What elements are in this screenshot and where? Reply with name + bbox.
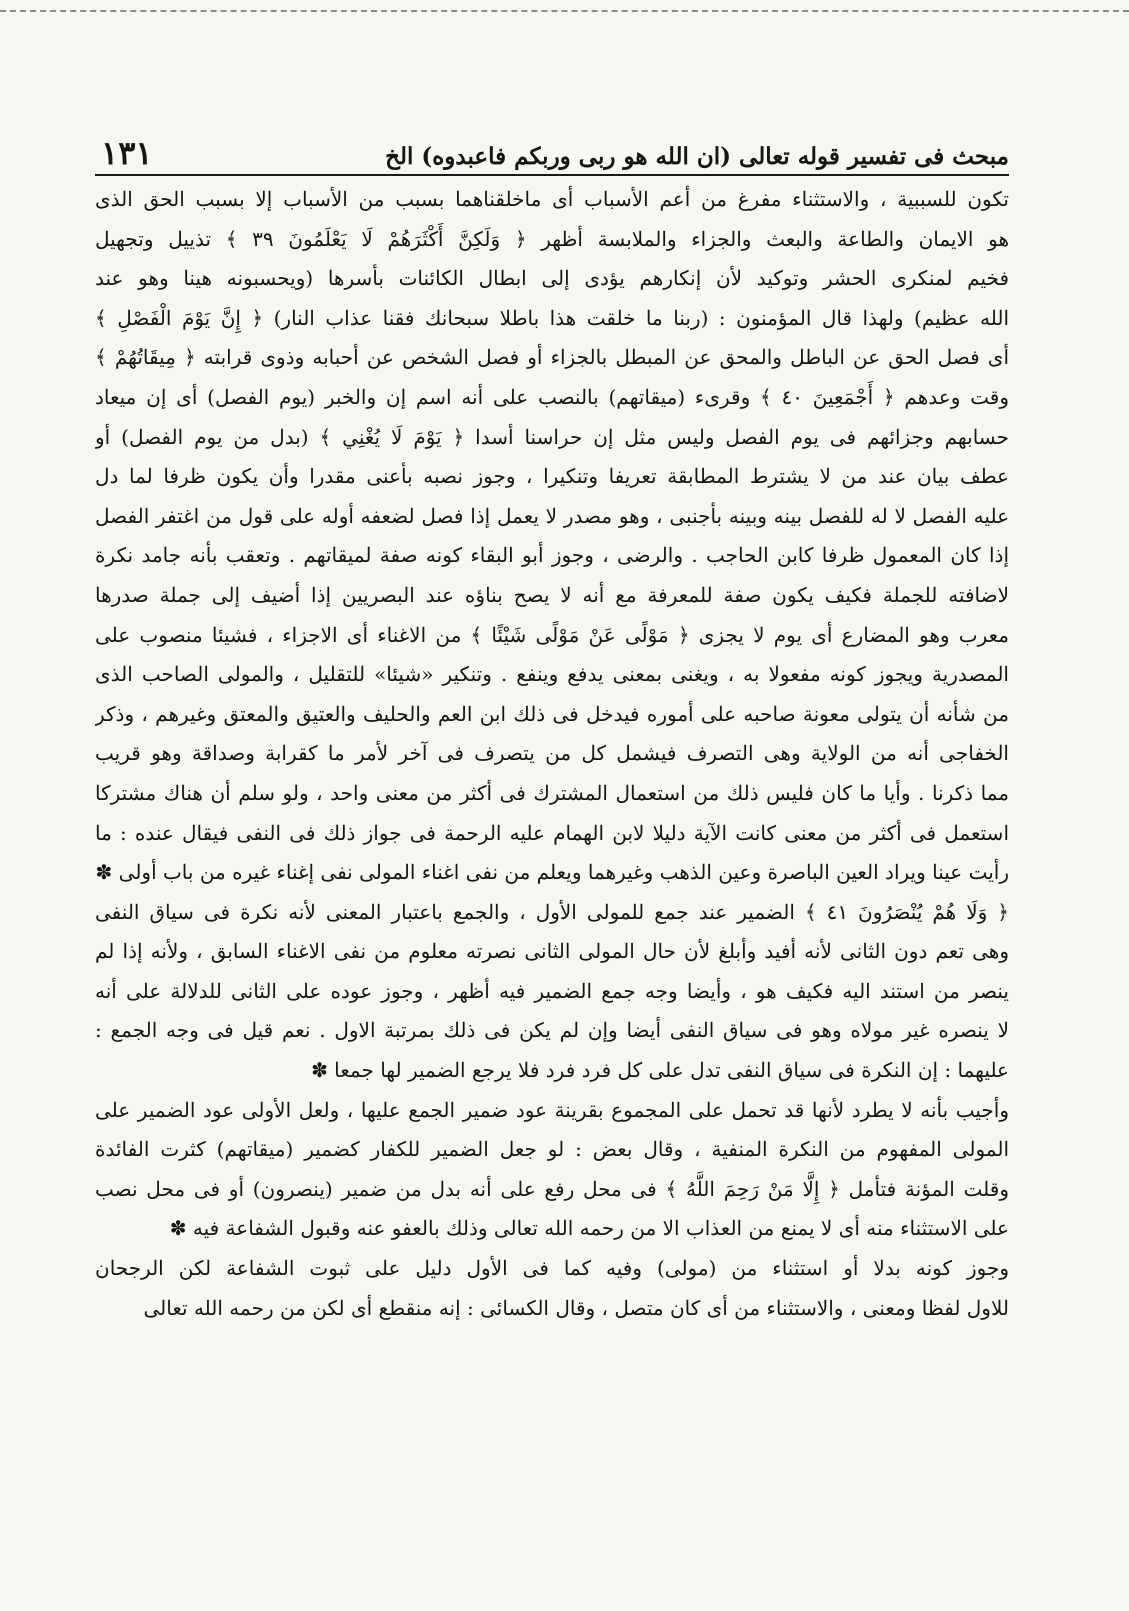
text-line: فخيم لمنكرى الحشر وتوكيد لأن إنكارهم يؤدى إلى ابطال الكائنات بأسرها (ويحسبونه هينا وهو عند bbox=[95, 266, 1009, 291]
text-line: حسابهم وجزائهم فى يوم الفصل وليس مثل إن حراسنا أسدا ﴿ يَوْمَ لَا يُغْنِي ﴾ (بدل من يوم الفصل) أو bbox=[95, 424, 1009, 449]
book-page bbox=[95, 128, 1009, 1578]
text-line: هو الايمان والطاعة والبعث والجزاء والملابسة أظهر ﴿ وَلَكِنَّ أَكْثَرَهُمْ لَا يَعْلَمُونَ ٣٩ ﴾ تذييل وتجهيل bbox=[95, 226, 1009, 251]
text-line: وهى تعم دون الثانى لأنه أفيد وأبلغ لأن حال المولى الثانى نصرته معلوم من نفى الاغناء السابق ، ولأنه إذا لم bbox=[95, 939, 1009, 964]
text-line: رأيت عينا ويراد العين الباصرة وعين الذهب وغيرهما ويعلم من نفى اغناء المولى نفى إغناء غيره من باب أولى ✽ bbox=[95, 860, 1009, 885]
text-line: إذا كان المعمول ظرفا كابن الحاجب . والرضى ، وجوز أبو البقاء كونه صفة لميقاتهم . وتعقب بأنه جامد نكرة bbox=[95, 543, 1009, 568]
text-line: المولى المفهوم من النكرة المنفية ، وقال بعض : لو جعل الضمير للكفار كضمير (ميقاتهم) كثرت الفائدة bbox=[95, 1137, 1009, 1162]
scan-edge-dashed-rule bbox=[0, 10, 1129, 12]
text-line: المصدرية ويجوز كونه مفعولا به ، ويغنى بمعنى يدفع وينفع . وتنكير «شيئا» للتقليل ، والمولى الصاحب الذى bbox=[95, 662, 1009, 687]
text-line: للاول لفظا ومعنى ، والاستثناء من أى كان متصل ، وقال الكسائى : إنه منقطع أى لكن من رحمه الله تعالى bbox=[143, 1295, 1009, 1320]
text-line: ﴿ وَلَا هُمْ يُنْصَرُونَ ٤١ ﴾ الضمير عند جمع للمولى الأول ، والجمع باعتبار المعنى لأنه نكرة فى سياق النفى bbox=[95, 899, 1009, 924]
text-line: عليه الفصل لا له للفصل بينه وبينه بأجنبى ، وهو مصدر لا يعمل إذا فصل لضعفه أوله على قول من اغتفر الفصل bbox=[95, 503, 1009, 528]
text-line: عطف بيان عند من لا يشترط المطابقة تعريفا وتنكيرا ، وجوز نصبه بأعنى مقدرا وأن يكون ظرفا لما دل bbox=[95, 464, 1009, 489]
text-line: على الاستثناء منه أى لا يمنع من العذاب الا من رحمه الله تعالى وذلك بالعفو عنه وقبول الشفاعة فيه ✽ bbox=[169, 1216, 1009, 1241]
text-line: وقت وعدهم ﴿ أَجْمَعِينَ ٤٠ ﴾ وقرىء (ميقاتهم) بالنصب على أنه اسم إن والخبر (يوم الفصل) أى إن ميعاد bbox=[95, 384, 1009, 409]
text-line: معرب وهو المضارع أى يوم لا يجزى ﴿ مَوْلًى عَنْ مَوْلًى شَيْئًا ﴾ من الاغناء أى الاجزاء ، فشيئا منصوب على bbox=[95, 622, 1009, 647]
text-line: تكون للسببية ، والاستثناء مفرغ من أعم الأسباب أى ماخلقناهما بسبب من الأسباب إلا بسبب الحق الذى bbox=[95, 187, 1009, 211]
page-header bbox=[95, 128, 1009, 176]
body-text bbox=[95, 176, 1009, 1328]
text-line: وقلت المؤنة فتأمل ﴿ إِلَّا مَنْ رَحِمَ اللَّهُ ﴾ فى محل رفع على أنه بدل من ضمير (ينصرون) أو فى محل نصب bbox=[95, 1176, 1009, 1201]
text-line: لاضافته للجملة فكيف يكون صفة للمعرفة مع أنه لا يصح بناؤه عند البصريين إذا أضيف إلى جملة صدرها bbox=[95, 582, 1009, 607]
text-line: وأجيب بأنه لا يطرد لأنها قد تحمل على المجموع بقرينة عود ضمير الجمع عليها ، ولعل الأولى عود الضمير على bbox=[95, 1097, 1009, 1122]
text-line: وجوز كونه بدلا أو استثناء من (مولى) وفيه كما فى الأول دليل على ثبوت الشفاعة لكن الرجحان bbox=[95, 1256, 1009, 1281]
text-line: مما ذكرنا . وأيا ما كان فليس ذلك من استعمال المشترك فى أكثر من معنى واحد ، ولو سلم أن هناك مشتركا bbox=[95, 780, 1009, 805]
text-line: ينصر من استند اليه فكيف هو ، وأيضا وجه جمع الضمير فيه أظهر ، وجوز عوده على الثانى للدلالة على أنه bbox=[95, 978, 1009, 1003]
text-line: الله عظيم) ولهذا قال المؤمنون : (ربنا ما خلقت هذا باطلا سبحانك فقنا عذاب النار) ﴿ إِنَّ يَوْمَ الْفَصْلِ ﴾ bbox=[95, 305, 1009, 330]
text-line: أى فصل الحق عن الباطل والمحق عن المبطل بالجزاء أو فصل الشخص عن أحبابه وذوى قرابته ﴿ مِيقَاتُهُمْ ﴾ bbox=[95, 345, 1009, 370]
text-line: من شأنه أن يتولى معونة صاحبه على أموره فيدخل فى ذلك ابن العم والحليف والعتيق والمعتق وغيرهم ، وذكر bbox=[95, 701, 1009, 726]
text-line: الخفاجى أنه من الولاية وهى التصرف فيشمل كل من يتصرف فى آخر لأمر ما كقرابة وصداقة وهو قريب bbox=[95, 741, 1009, 766]
text-line: استعمل فى أكثر من معنى كانت الآية دليلا لابن الهمام عليه الرحمة فى جواز ذلك فى النفى فيقال عنده : ما bbox=[95, 820, 1009, 845]
running-title: مبحث فى تفسير قوله تعالى (ان الله هو ربى وربكم فاعبدوه) الخ bbox=[385, 143, 1009, 170]
text-line: عليهما : إن النكرة فى سياق النفى تدل على كل فرد فرد فلا يرجع الضمير لها جمعا ✽ bbox=[311, 1058, 1009, 1083]
text-line: لا ينصره غير مولاه وهو فى سياق النفى أيضا وإن لم يكن فى ذلك بمرتبة الاول . نعم قيل فى وجه الجمع : bbox=[95, 1018, 1009, 1043]
page-number: ١٣١ bbox=[101, 134, 153, 172]
